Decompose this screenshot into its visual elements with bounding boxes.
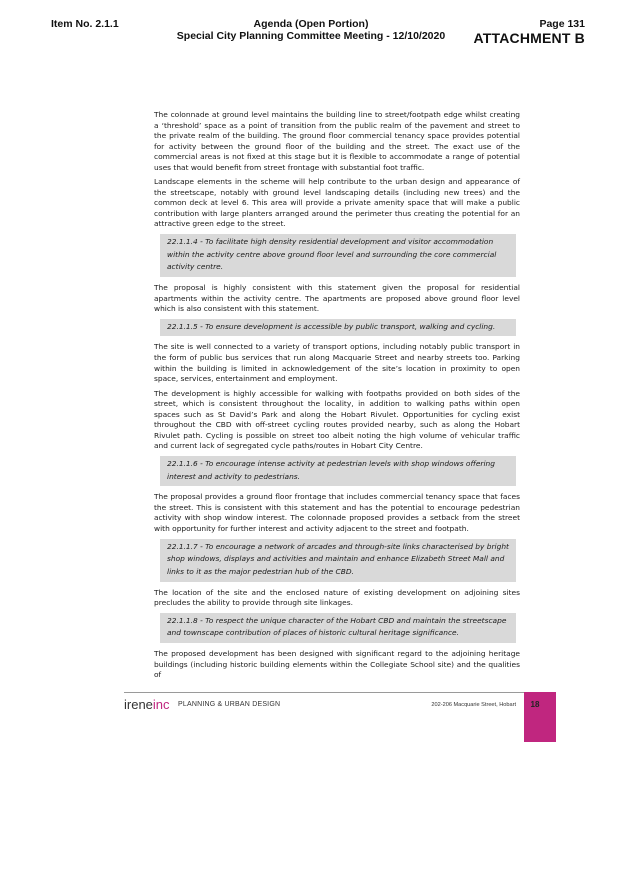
- objective-text: 22.1.1.8 - To respect the unique character of the Hobart CBD and maintain the streetscape and townscape contribution of places of historic cultural heritage significance.: [167, 615, 507, 638]
- logo-text-irene: irene: [124, 697, 153, 712]
- paragraph: The proposed development has been designed with significant regard to the adjoining heritage buildings (including historic building elements within the Collegiate School site) and the qualities of: [154, 649, 520, 680]
- paragraph: The proposal provides a ground floor frontage that includes commercial tenancy space that faces the street. This is consistent with this statement and has the potential to encourage pedestrian activity with shop window interest. The colonnade proposed provides a setback from the street with opportunity for further interest and activity adjacent to the street and footpath.: [154, 492, 520, 533]
- logo-text-inc: inc: [152, 697, 170, 712]
- project-address: 202-206 Macquarie Street, Hobart: [431, 702, 516, 708]
- paragraph: Landscape elements in the scheme will help contribute to the urban design and appearance of the streetscape, notably with ground level landscaping details (including new trees) and the common deck at level 6. This area will provide a private amenity space that will make a public contribution with large planters arranged around the perimeter thus creating the potential for an attractive green edge to the street.: [154, 177, 520, 229]
- objective-callout: [160, 613, 516, 643]
- footer-divider: [124, 692, 524, 693]
- objective-text: 22.1.1.7 - To encourage a network of arcades and through-site links characterised by bright shop windows, displays and activities and maintain and enhance Elizabeth Street Mall and links to it as the major pedestrian hub of the CBD.: [167, 541, 509, 576]
- objective-callout: [160, 234, 516, 277]
- company-tagline: PLANNING & URBAN DESIGN: [178, 701, 281, 708]
- objective-text: 22.1.1.4 - To facilitate high density residential development and visitor accommodation within the activity centre above ground floor level and surrounding the core commercial activity centre.: [167, 237, 497, 272]
- page-label: Page 131: [539, 18, 585, 30]
- page-number: 18: [530, 700, 540, 709]
- agenda-title: Agenda (Open Portion): [253, 18, 369, 30]
- document-header: [0, 0, 622, 52]
- objective-callout: [160, 456, 516, 486]
- page-number-tab: [524, 692, 556, 742]
- objective-text: 22.1.1.5 - To ensure development is accessible by public transport, walking and cycling.: [167, 321, 496, 331]
- attachment-label: ATTACHMENT B: [473, 30, 585, 46]
- meeting-title: Special City Planning Committee Meeting - 12/10/2020: [176, 30, 446, 42]
- objective-callout: [160, 539, 516, 582]
- objective-callout: [160, 319, 516, 337]
- paragraph: The location of the site and the enclosed nature of existing development on adjoining sites precludes the ability to provide through site linkages.: [154, 587, 520, 608]
- paragraph: The colonnade at ground level maintains the building line to street/footpath edge whilst creating a ‘threshold’ space as a point of transition from the public realm of the pavement and street to the private realm of the building. The ground floor commercial tenancy space provides potential for activity between the ground floor of the building and the street. The exact use of the commercial areas is not fixed at this stage but it is flexible to accommodate a range of potential uses that would benefit from street frontage with substantial foot traffic.: [154, 110, 520, 172]
- company-logo: [124, 697, 170, 713]
- paragraph: The development is highly accessible for walking with footpaths provided on both sides of the street, which is consistent throughout the locality, in addition to walking paths within open spaces such as St David’s Park and along the Hobart Rivulet. Opportunities for cycling exist throughout the CBD with off-street cycling routes provided nearby, such as along the Hobart Rivulet path. Cycling is possible on street too albeit noting the high volume of vehicular traffic and current lack of segregated cycle paths/routes in Hobart City Centre.: [154, 388, 520, 451]
- document-footer: [124, 697, 524, 715]
- objective-text: 22.1.1.6 - To encourage intense activity at pedestrian levels with shop windows offering interest and activity to pedestrians.: [167, 458, 495, 481]
- paragraph: The proposal is highly consistent with this statement given the proposal for residential apartments within the activity centre. The apartments are proposed above ground floor level which is also consistent with this statement.: [154, 283, 520, 314]
- item-number: Item No. 2.1.1: [51, 18, 119, 30]
- paragraph: The site is well connected to a variety of transport options, including notably public transport in the form of public bus services that run along Macquarie Street and nearby streets too. Parking within the building is limited in acknowledgement of the site’s location in proximity to open space, services, entertainment and employment.: [154, 342, 520, 384]
- document-body: [154, 110, 520, 685]
